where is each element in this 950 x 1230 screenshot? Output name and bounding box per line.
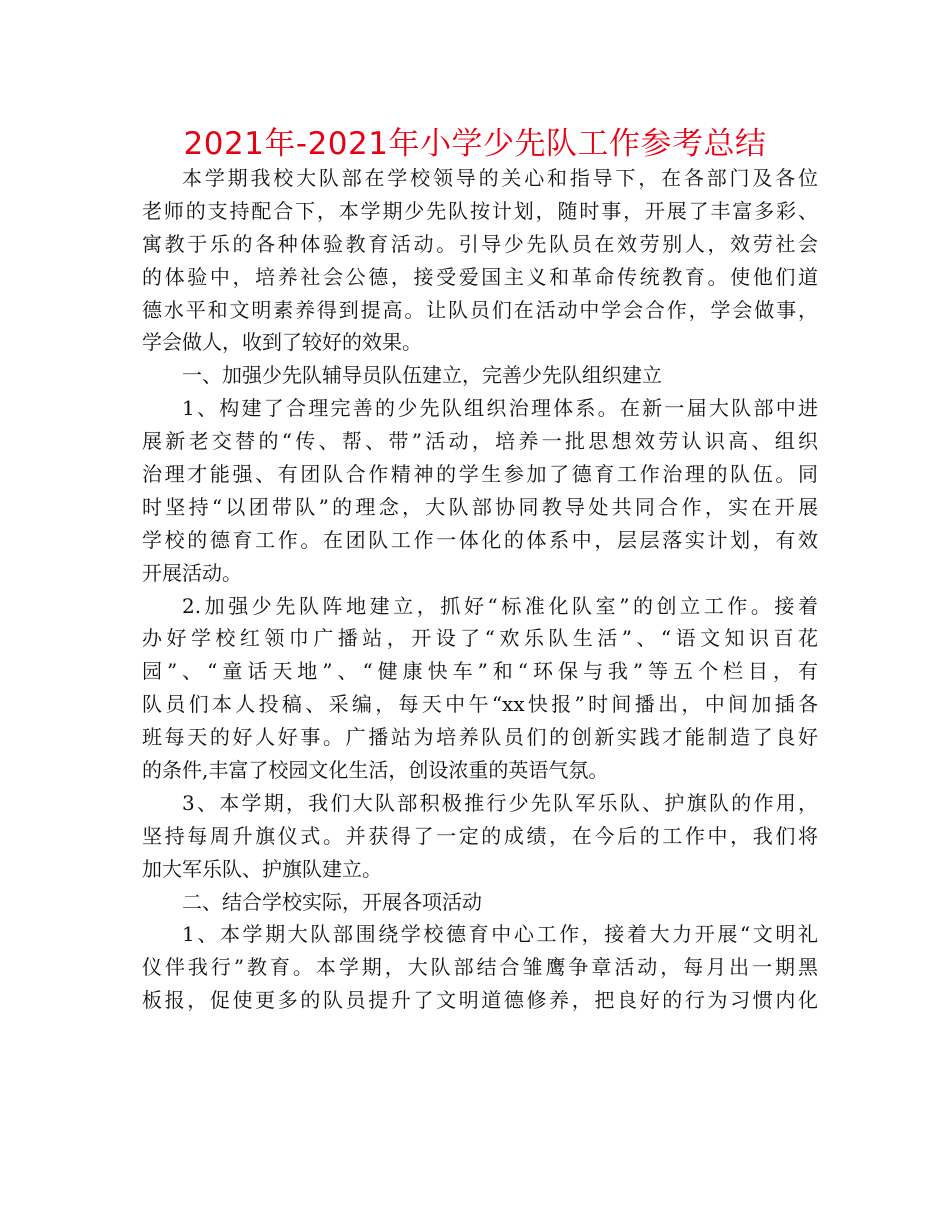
paragraph-line: 1、本学期大队部围绕学校德育中心工作，接着大力开展“文明礼 (182, 922, 818, 947)
paragraph (142, 787, 818, 886)
paragraph-line: 寓教于乐的各种体验教育活动。引导少先队员在效劳别人，效劳社会 (142, 231, 818, 256)
paragraph-line: 学校的德育工作。在团队工作一体化的体系中，层层落实计划，有效 (142, 527, 818, 552)
paragraph-line: 板报，促使更多的队员提升了文明道德修养，把良好的行为习惯内化 (142, 988, 818, 1013)
paragraph-line: 坚持每周升旗仪式。并获得了一定的成绩，在今后的工作中，我们将 (142, 823, 818, 848)
paragraph-line: 1、构建了合理完善的少先队组织治理体系。在新一届大队部中进 (182, 396, 818, 421)
paragraph (142, 359, 818, 392)
paragraph (142, 918, 818, 1017)
paragraph-line: 办好学校红领巾广播站，开设了“欢乐队生活”、“语文知识百花 (142, 626, 818, 651)
paragraph-line: 老师的支持配合下，本学期少先队按计划，随时事，开展了丰富多彩、 (142, 198, 818, 223)
paragraph (142, 886, 818, 919)
paragraph-line: 3、本学期，我们大队部积极推行少先队军乐队、护旗队的作用， (182, 790, 818, 815)
paragraph-line: 一、加强少先队辅导员队伍建立，完善少先队组织建立 (182, 363, 662, 388)
document-title: 2021年-2021年小学少先队工作参考总结 (183, 126, 767, 162)
paragraph-line: 加大军乐队、护旗队建立。 (142, 856, 382, 881)
paragraph-line: 2.加强少先队阵地建立，抓好“标准化队室”的创立工作。接着 (182, 593, 818, 618)
paragraph-line: 开展活动。 (142, 560, 242, 585)
paragraph-line: 本学期我校大队部在学校领导的关心和指导下，在各部门及各位 (182, 166, 818, 190)
paragraph-line: 展新老交替的“传、帮、带”活动，培养一批思想效劳认识高、组织 (142, 429, 818, 454)
paragraph (142, 590, 818, 787)
paragraph-line: 德水平和文明素养得到提高。让队员们在活动中学会合作，学会做事， (142, 297, 818, 322)
paragraph-line: 时坚持“以团带队”的理念，大队部协同教导处共同合作，实在开展 (142, 494, 818, 519)
paragraph-line: 仪伴我行”教育。本学期，大队部结合雏鹰争章活动，每月出一期黑 (142, 955, 818, 980)
paragraph-line: 的条件,丰富了校园文化生活，创设浓重的英语气氛。 (142, 758, 609, 783)
paragraph-line: 治理才能强、有团队合作精神的学生参加了德育工作治理的队伍。同 (142, 462, 818, 487)
document-body (142, 162, 818, 1017)
paragraph-line: 班每天的好人好事。广播站为培养队员们的创新实践才能制造了良好 (142, 725, 818, 750)
paragraph-line: 的体验中，培养社会公德，接受爱国主义和革命传统教育。使他们道 (142, 264, 818, 289)
paragraph-line: 学会做人，收到了较好的效果。 (142, 330, 422, 355)
paragraph (142, 162, 818, 359)
paragraph-line: 园”、“童话天地”、“健康快车”和“环保与我”等五个栏目，有 (142, 659, 818, 684)
paragraph-line: 队员们本人投稿、采编，每天中午“xx快报”时间播出，中间加插各 (142, 692, 818, 717)
paragraph (142, 392, 818, 589)
paragraph-line: 二、结合学校实际，开展各项活动 (182, 889, 482, 914)
